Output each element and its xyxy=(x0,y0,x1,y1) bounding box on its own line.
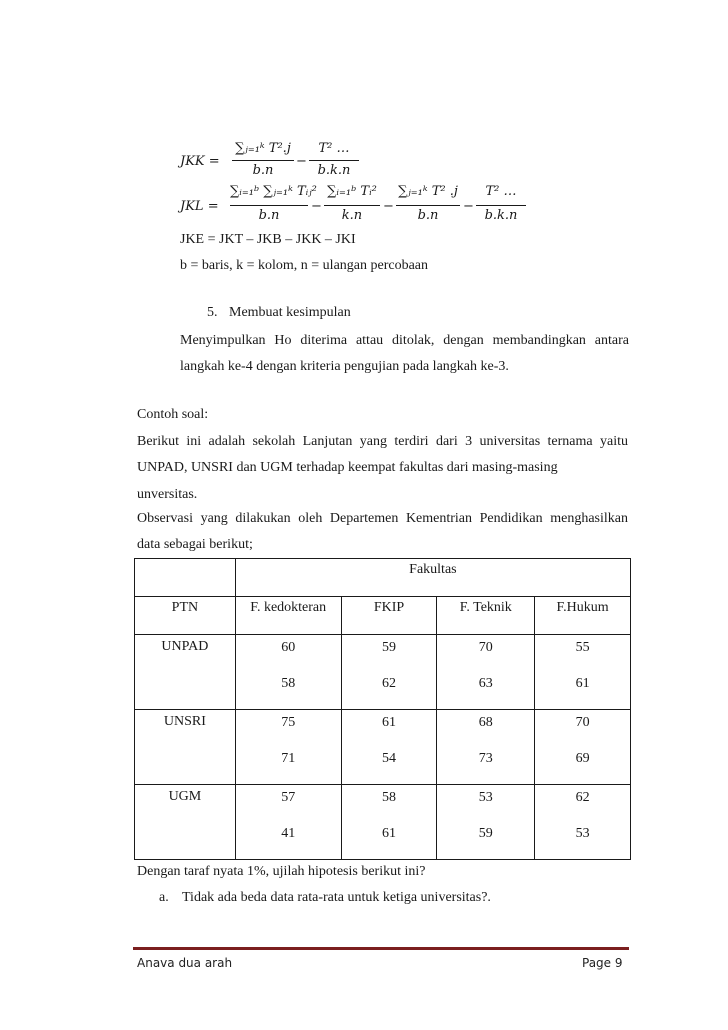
cell-value: 54 xyxy=(382,751,396,766)
cell-value: 60 xyxy=(281,640,296,655)
table-row xyxy=(135,710,631,785)
jkk-denominator-1: b.n xyxy=(252,163,274,178)
step5-line-1: Menyimpulkan Ho diterima attau ditolak, dengan membandingkan antara xyxy=(180,333,629,348)
cell-value: 53 xyxy=(575,826,590,841)
jkl-lhs: JKL = xyxy=(180,199,219,214)
formula-jke: JKE = JKT – JKB – JKK – JKI xyxy=(180,232,356,247)
cell-value: 69 xyxy=(575,751,590,766)
cell-value: 59 xyxy=(478,826,493,841)
jkl-numerator-1: ∑ᵢ₌₁ᵇ ∑ⱼ₌₁ᵏ Tᵢⱼ² xyxy=(230,184,317,199)
step5-title: Membuat kesimpulan xyxy=(229,305,351,320)
table-row-label: UGM xyxy=(135,785,236,860)
example-line-5: data sebagai berikut; xyxy=(137,537,253,552)
jkk-fraction-bar-1 xyxy=(232,160,294,161)
table-group-header-row xyxy=(135,559,631,597)
question-item-label: a. xyxy=(159,890,169,905)
table-row xyxy=(135,785,631,860)
step5-number: 5. xyxy=(207,305,218,320)
jkk-numerator-1: ∑ⱼ₌₁ᵏ T².j xyxy=(235,141,291,156)
cell-value: 71 xyxy=(281,751,296,766)
example-line-3: unversitas. xyxy=(137,487,198,502)
jkl-denominator-3: b.n xyxy=(417,208,439,223)
table-header-ptn: PTN xyxy=(135,597,236,635)
cell-value: 53 xyxy=(478,790,493,805)
table-cell xyxy=(437,785,535,860)
example-line-4: Observasi yang dilakukan oleh Departemen Kementrian Pendidikan menghasilkan xyxy=(137,511,628,526)
table-group-header: Fakultas xyxy=(235,559,630,597)
cell-value: 61 xyxy=(382,715,396,730)
table-cell xyxy=(535,785,631,860)
table-cell xyxy=(341,635,437,710)
example-heading: Contoh soal: xyxy=(137,407,209,422)
jkk-numerator-2: T² … xyxy=(318,141,350,156)
footer-title: Anava dua arah xyxy=(137,956,233,970)
table-cell xyxy=(437,710,535,785)
cell-value: 70 xyxy=(478,640,493,655)
jkl-minus-1: − xyxy=(311,199,322,214)
jkk-fraction-bar-2 xyxy=(309,160,359,161)
jkl-denominator-2: k.n xyxy=(341,208,363,223)
table-cell xyxy=(341,785,437,860)
cell-value: 55 xyxy=(575,640,590,655)
table-row xyxy=(135,635,631,710)
jkk-minus: − xyxy=(296,154,307,169)
table-cell xyxy=(535,710,631,785)
table-cell xyxy=(535,635,631,710)
table-cell xyxy=(235,785,341,860)
cell-value: 61 xyxy=(575,676,590,691)
example-line-2: UNPAD, UNSRI dan UGM terhadap keempat fakultas dari masing-masing xyxy=(137,460,558,475)
cell-value: 61 xyxy=(382,826,396,841)
jkl-numerator-4: T² … xyxy=(485,184,517,199)
table-header-col: F. kedokteran xyxy=(235,597,341,635)
table-cell xyxy=(235,710,341,785)
jkl-minus-2: − xyxy=(383,199,394,214)
cell-value: 70 xyxy=(575,715,590,730)
jkk-denominator-2: b.k.n xyxy=(317,163,351,178)
jkk-lhs: JKK = xyxy=(180,154,220,169)
question-item-text: Tidak ada beda data rata-rata untuk ketiga universitas?. xyxy=(182,890,491,905)
jkl-denominator-1: b.n xyxy=(258,208,280,223)
cell-value: 73 xyxy=(478,751,493,766)
table-row-label: UNSRI xyxy=(135,710,236,785)
cell-value: 68 xyxy=(478,715,493,730)
cell-value: 58 xyxy=(382,790,396,805)
table-header-row xyxy=(135,597,631,635)
data-table xyxy=(134,558,631,860)
table-cell xyxy=(341,710,437,785)
table-row-label: UNPAD xyxy=(135,635,236,710)
table-corner-cell xyxy=(135,559,236,597)
table-header-col: FKIP xyxy=(341,597,437,635)
footer-page-number: Page 9 xyxy=(582,956,623,970)
cell-value: 59 xyxy=(382,640,396,655)
cell-value: 41 xyxy=(281,826,296,841)
jkl-fraction-bar-3 xyxy=(396,205,460,206)
jkl-denominator-4: b.k.n xyxy=(484,208,518,223)
jkl-fraction-bar-1 xyxy=(230,205,308,206)
footer-rule xyxy=(133,947,629,950)
question-line: Dengan taraf nyata 1%, ujilah hipotesis berikut ini? xyxy=(137,864,426,879)
jkl-minus-3: − xyxy=(463,199,474,214)
example-line-1: Berikut ini adalah sekolah Lanjutan yang terdiri dari 3 universitas ternama yaitu xyxy=(137,434,628,449)
jkl-numerator-2: ∑ᵢ₌₁ᵇ Tᵢ² xyxy=(327,184,377,199)
formula-legend: b = baris, k = kolom, n = ulangan percobaan xyxy=(180,258,429,273)
cell-value: 58 xyxy=(281,676,296,691)
jkl-fraction-bar-2 xyxy=(324,205,380,206)
cell-value: 62 xyxy=(575,790,590,805)
table-header-col: F.Hukum xyxy=(535,597,631,635)
jkl-numerator-3: ∑ⱼ₌₁ᵏ T² .j xyxy=(398,184,458,199)
table-header-col: F. Teknik xyxy=(437,597,535,635)
step5-line-2: langkah ke-4 dengan kriteria pengujian pada langkah ke-3. xyxy=(180,359,509,374)
cell-value: 62 xyxy=(382,676,396,691)
table-cell xyxy=(235,635,341,710)
jkl-fraction-bar-4 xyxy=(476,205,526,206)
cell-value: 75 xyxy=(281,715,296,730)
table-cell xyxy=(437,635,535,710)
cell-value: 63 xyxy=(478,676,493,691)
cell-value: 57 xyxy=(281,790,296,805)
